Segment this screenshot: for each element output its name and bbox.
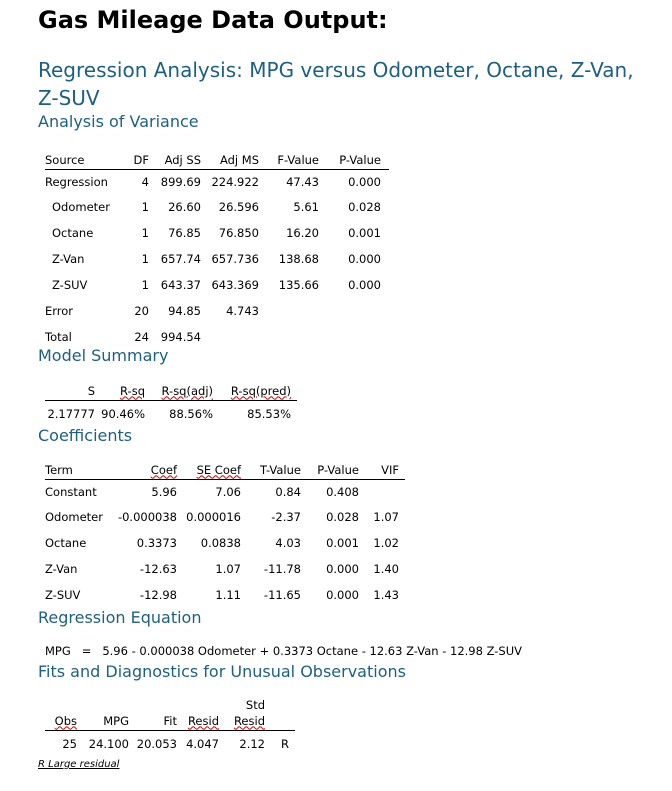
coef-coef: 5.96	[151, 484, 177, 499]
anova-df: 1	[141, 226, 149, 240]
coef-coef: -12.98	[139, 588, 177, 602]
coef-vif: 1.43	[373, 588, 399, 602]
coef-coef: 0.3373	[136, 536, 177, 550]
anova-df: 20	[134, 304, 149, 318]
summary-r-sq-adj: 88.56%	[169, 407, 213, 422]
anova-adj-ss: 657.74	[160, 252, 201, 266]
coef-coef: -12.63	[139, 562, 177, 576]
anova-adj-ms: 26.596	[218, 200, 259, 214]
summary-header-r-sq-pred-label: R-sq(pred)	[230, 383, 291, 398]
unusual-header-obs	[45, 712, 77, 730]
unusual-header-resid	[177, 712, 219, 730]
summary-r-sq-pred: 85.53%	[247, 407, 291, 422]
regression-equation-heading: Regression Equation	[38, 608, 202, 627]
summary-header-r-sq-label: R-sq	[120, 383, 145, 398]
unusual-std-resid: 2.12	[239, 737, 265, 752]
coef-t-value: -11.65	[263, 588, 301, 602]
unusual-obs: 25	[62, 737, 77, 752]
anova-source: Z-SUV	[52, 278, 88, 292]
anova-heading: Analysis of Variance	[38, 112, 199, 131]
coef-p-value: 0.408	[326, 484, 359, 499]
unusual-header-obs-label: Obs	[54, 713, 77, 728]
coef-coef: -0.000038	[117, 510, 177, 524]
anova-df: 1	[141, 200, 149, 214]
anova-df: 1	[141, 278, 149, 292]
table-row	[45, 246, 389, 272]
coef-vif: 1.02	[373, 536, 399, 550]
unusual-header-mpg: MPG	[77, 712, 129, 730]
anova-df: 1	[141, 252, 149, 266]
anova-adj-ss: 76.85	[168, 226, 201, 240]
anova-header-df: DF	[121, 149, 149, 169]
summary-header-r-sq-adj	[145, 382, 213, 400]
unusual-header-std-resid	[219, 712, 265, 730]
summary-header-s: S	[45, 382, 95, 400]
unusual-header-std-resid-label: Resid	[233, 713, 265, 728]
unusual-header-flag	[265, 712, 295, 730]
coef-p-value: 0.000	[326, 562, 359, 576]
coef-vif: 1.40	[373, 562, 399, 576]
table-row	[45, 479, 405, 504]
anova-header-adj-ss: Adj SS	[149, 149, 201, 169]
anova-adj-ms: 224.922	[211, 174, 259, 189]
coef-t-value: 4.03	[275, 536, 301, 550]
anova-df: 4	[141, 174, 149, 189]
table-row	[45, 272, 389, 298]
anova-f-value: 5.61	[293, 200, 319, 214]
coef-vif	[359, 479, 405, 504]
coef-term: Z-SUV	[45, 588, 81, 602]
table-row	[45, 400, 297, 428]
anova-source: Odometer	[52, 200, 110, 214]
coefficients-heading: Coefficients	[38, 426, 133, 445]
anova-header-p-value: P-Value	[319, 149, 389, 169]
coef-header-se-coef-label: SE Coef	[196, 462, 241, 477]
summary-header-r-sq	[95, 382, 145, 400]
anova-adj-ss: 899.69	[160, 174, 201, 189]
coef-header-se-coef	[177, 462, 241, 479]
summary-header-r-sq-pred	[213, 382, 297, 400]
unusual-resid: 4.047	[186, 737, 219, 752]
anova-source: Z-Van	[52, 252, 85, 266]
page-title: Gas Mileage Data Output:	[38, 6, 388, 34]
anova-source: Total	[45, 330, 72, 344]
coef-t-value: 0.84	[275, 484, 301, 499]
unusual-header-resid-label: Resid	[187, 713, 219, 728]
anova-adj-ms: 4.743	[226, 304, 259, 318]
table-row	[45, 169, 389, 194]
coef-header-coef-label: Coef	[150, 462, 177, 477]
coef-p-value: 0.001	[326, 536, 359, 550]
anova-adj-ss: 994.54	[160, 330, 201, 344]
anova-adj-ms: 643.369	[211, 278, 259, 292]
anova-source: Octane	[52, 226, 94, 240]
coef-term: Z-Van	[45, 562, 78, 576]
anova-p-value: 0.000	[348, 278, 381, 292]
table-row	[45, 556, 405, 582]
table-row	[45, 730, 295, 758]
coef-term: Octane	[45, 536, 87, 550]
coef-header-t-value: T-Value	[241, 462, 301, 479]
anova-p-value: 0.000	[348, 252, 381, 266]
model-summary-table	[45, 382, 297, 428]
anova-p-value	[319, 324, 389, 350]
anova-header-source: Source	[45, 149, 121, 169]
anova-f-value	[259, 324, 319, 350]
anova-f-value: 138.68	[278, 252, 319, 266]
table-row	[45, 298, 389, 324]
table-row	[45, 194, 389, 220]
coef-se-coef: 0.000016	[186, 510, 241, 524]
anova-p-value: 0.001	[348, 226, 381, 240]
anova-f-value	[259, 298, 319, 324]
coef-vif: 1.07	[373, 510, 399, 524]
anova-adj-ms: 657.736	[211, 252, 259, 266]
anova-adj-ss: 643.37	[160, 278, 201, 292]
coef-t-value: -2.37	[271, 510, 301, 524]
anova-df: 24	[134, 330, 149, 344]
coef-p-value: 0.000	[326, 588, 359, 602]
anova-source: Error	[45, 304, 74, 318]
anova-f-value: 16.20	[286, 226, 319, 240]
unusual-header-std: Std	[245, 698, 265, 712]
unusual-header-fit: Fit	[129, 712, 177, 730]
coef-header-vif: VIF	[359, 462, 405, 479]
summary-r-sq: 90.46%	[101, 407, 145, 422]
coef-term: Constant	[45, 484, 97, 499]
anova-adj-ss: 26.60	[168, 200, 201, 214]
coef-se-coef: 0.0838	[200, 536, 241, 550]
anova-source: Regression	[45, 174, 108, 189]
coef-header-p-value: P-Value	[301, 462, 359, 479]
coef-term: Odometer	[45, 510, 103, 524]
model-summary-heading: Model Summary	[38, 346, 169, 365]
anova-adj-ms: 76.850	[218, 226, 259, 240]
unusual-observations-heading: Fits and Diagnostics for Unusual Observations	[38, 662, 406, 681]
unusual-observations-table	[45, 698, 295, 758]
regression-equation: MPG = 5.96 - 0.000038 Odometer + 0.3373 Octane - 12.63 Z-Van - 12.98 Z-SUV	[45, 644, 522, 658]
table-row	[45, 504, 405, 530]
unusual-footnote-text: R Large residual	[38, 759, 120, 770]
coef-se-coef: 1.07	[215, 562, 241, 576]
summary-s: 2.17777	[47, 407, 95, 422]
anova-p-value	[319, 298, 389, 324]
coef-se-coef: 7.06	[215, 484, 241, 499]
anova-table	[45, 149, 389, 350]
unusual-flag: R	[281, 737, 289, 752]
anova-adj-ss: 94.85	[168, 304, 201, 318]
anova-header-f-value: F-Value	[259, 149, 319, 169]
table-row	[45, 582, 405, 608]
summary-header-r-sq-adj-label: R-sq(adj)	[161, 383, 213, 398]
unusual-mpg: 24.100	[88, 737, 129, 752]
unusual-fit: 20.053	[136, 737, 177, 752]
table-row	[45, 530, 405, 556]
unusual-footnote	[38, 759, 119, 770]
coefficients-table	[45, 462, 405, 608]
anova-adj-ms	[201, 324, 259, 350]
section-title: Regression Analysis: MPG versus Odometer, Octane, Z-Van, Z-SUV	[38, 58, 634, 110]
coef-se-coef: 1.11	[215, 588, 241, 602]
anova-header-adj-ms: Adj MS	[201, 149, 259, 169]
anova-p-value: 0.000	[348, 174, 381, 189]
coef-header-term: Term	[45, 462, 115, 479]
coef-t-value: -11.78	[263, 562, 301, 576]
anova-f-value: 135.66	[278, 278, 319, 292]
anova-p-value: 0.028	[348, 200, 381, 214]
table-row	[45, 220, 389, 246]
coef-p-value: 0.028	[326, 510, 359, 524]
coef-header-coef	[115, 462, 177, 479]
anova-f-value: 47.43	[286, 174, 319, 189]
